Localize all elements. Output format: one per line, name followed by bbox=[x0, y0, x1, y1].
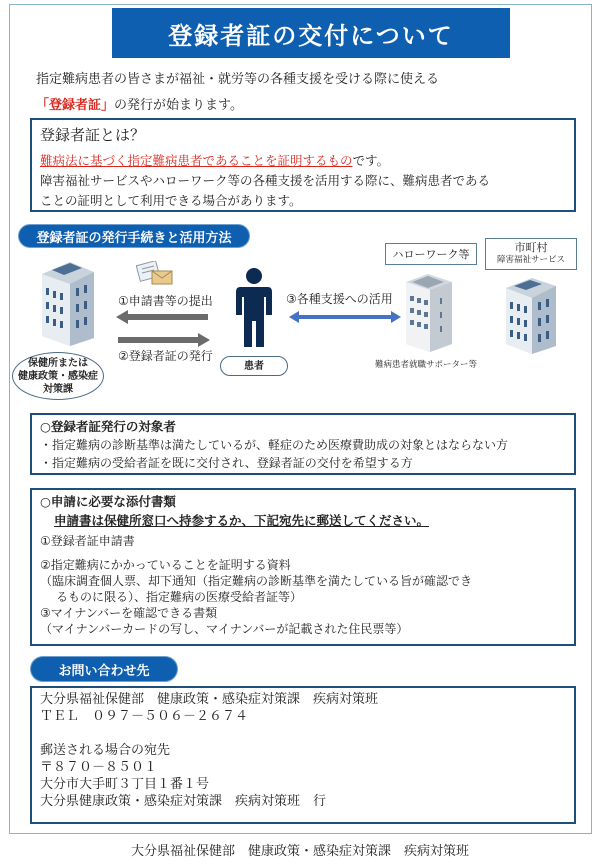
office-line-2: 健康政策・感染症 bbox=[18, 370, 98, 382]
patient-person-icon bbox=[234, 267, 274, 349]
office-line-3: 対策課 bbox=[43, 383, 73, 395]
step3-label: ③各種支援への活用 bbox=[286, 292, 393, 306]
mail-heading: 郵送される場合の宛先 bbox=[40, 743, 171, 758]
document-item-2-detail: （臨床調査個人票、却下通知（指定難病の診断基準を満たしている旨が確認でき bbox=[40, 574, 473, 588]
documents-box bbox=[30, 488, 576, 646]
patient-label: 患者 bbox=[220, 356, 288, 376]
office-line-1: 保健所または bbox=[28, 357, 88, 369]
eligibility-heading: ○登録者証発行の対象者 bbox=[40, 419, 176, 434]
postal-code: 〒８７０－８５０１ bbox=[40, 760, 158, 775]
contact-org: 大分県福祉保健部 健康政策・感染症対策課 疾病対策班 bbox=[40, 692, 379, 707]
municipality-text: 市町村 bbox=[514, 241, 548, 254]
municipality-sub-text: 障害福祉サービス bbox=[496, 255, 565, 265]
document-item-3-detail: （マイナンバーカードの写し、マイナンバーが記載された住民票等） bbox=[40, 622, 409, 636]
what-is-box bbox=[30, 118, 576, 212]
mail-addressee: 大分県健康政策・感染症対策課 疾病対策班 行 bbox=[40, 794, 327, 809]
health-office-label bbox=[12, 352, 104, 400]
documents-submission-note: 申請書は保健所窓口へ持参するか、下記宛先に郵送してください。 bbox=[54, 513, 430, 528]
contact-heading: お問い合わせ先 bbox=[30, 656, 178, 682]
municipality-label bbox=[485, 238, 577, 270]
page-title: 登録者証の交付について bbox=[112, 8, 510, 58]
document-item-1: ①登録者証申請書 bbox=[40, 534, 135, 548]
contact-box bbox=[30, 686, 576, 824]
step2-label: ②登録者証の発行 bbox=[118, 349, 213, 363]
health-office-building-icon bbox=[36, 258, 100, 348]
document-item-2-detail: るものに限る）、指定難病の医療受給者証等） bbox=[56, 590, 303, 604]
documents-envelope-icon bbox=[136, 261, 176, 287]
footer-issuer: 大分県福祉保健部 健康政策・感染症対策課 疾病対策班 bbox=[130, 844, 469, 859]
supporter-label: 難病患者就職サポーター等 bbox=[375, 360, 478, 370]
eligibility-box bbox=[30, 413, 576, 475]
eligibility-item: ・指定難病の診断基準は満たしているが、軽症のため医療費助成の対象とはならない方 bbox=[40, 438, 509, 452]
arrow-right-icon bbox=[118, 333, 210, 347]
arrow-left-icon bbox=[116, 310, 208, 324]
intro-highlight: 「登録者証」 bbox=[36, 98, 115, 113]
hellowork-label bbox=[385, 243, 477, 265]
what-is-line-1 bbox=[40, 151, 566, 171]
document-item-3: ③マイナンバーを確認できる書類 bbox=[40, 606, 218, 620]
what-is-suffix: です。 bbox=[352, 153, 390, 168]
mail-address: 大分市大手町３丁目１番１号 bbox=[40, 777, 210, 792]
document-item-2: ②指定難病にかかっていることを証明する資料 bbox=[40, 558, 291, 572]
documents-heading: ○申請に必要な添付書類 bbox=[40, 494, 176, 509]
step1-label: ①申請書等の提出 bbox=[118, 294, 213, 308]
arrow-bidirectional-icon bbox=[289, 311, 401, 323]
what-is-definition: 難病法に基づく指定難病患者であることを証明するもの bbox=[40, 153, 353, 168]
intro-line-1: 指定難病患者の皆さまが福祉・就労等の各種支援を受ける際に使える bbox=[36, 72, 440, 87]
what-is-line-2: 障害福祉サービスやハローワーク等の各種支援を活用する際に、難病患者である bbox=[40, 173, 491, 188]
intro-line-2 bbox=[36, 94, 243, 113]
intro-line-2-rest: の発行が始まります。 bbox=[114, 98, 243, 113]
eligibility-item: ・指定難病の受給者証を既に交付され、登録者証の交付を希望する方 bbox=[40, 456, 413, 470]
what-is-heading: 登録者証とは？ bbox=[40, 126, 146, 144]
hellowork-building-icon bbox=[402, 272, 456, 354]
contact-tel: ＴＥＬ ０９７－５０６－２６７４ bbox=[40, 709, 249, 724]
hellowork-text: ハローワーク等 bbox=[392, 247, 470, 261]
municipality-building-icon bbox=[500, 274, 562, 354]
what-is-line-3: ことの証明として利用できる場合があります。 bbox=[40, 193, 302, 208]
process-heading: 登録者証の発行手続きと活用方法 bbox=[18, 224, 250, 248]
